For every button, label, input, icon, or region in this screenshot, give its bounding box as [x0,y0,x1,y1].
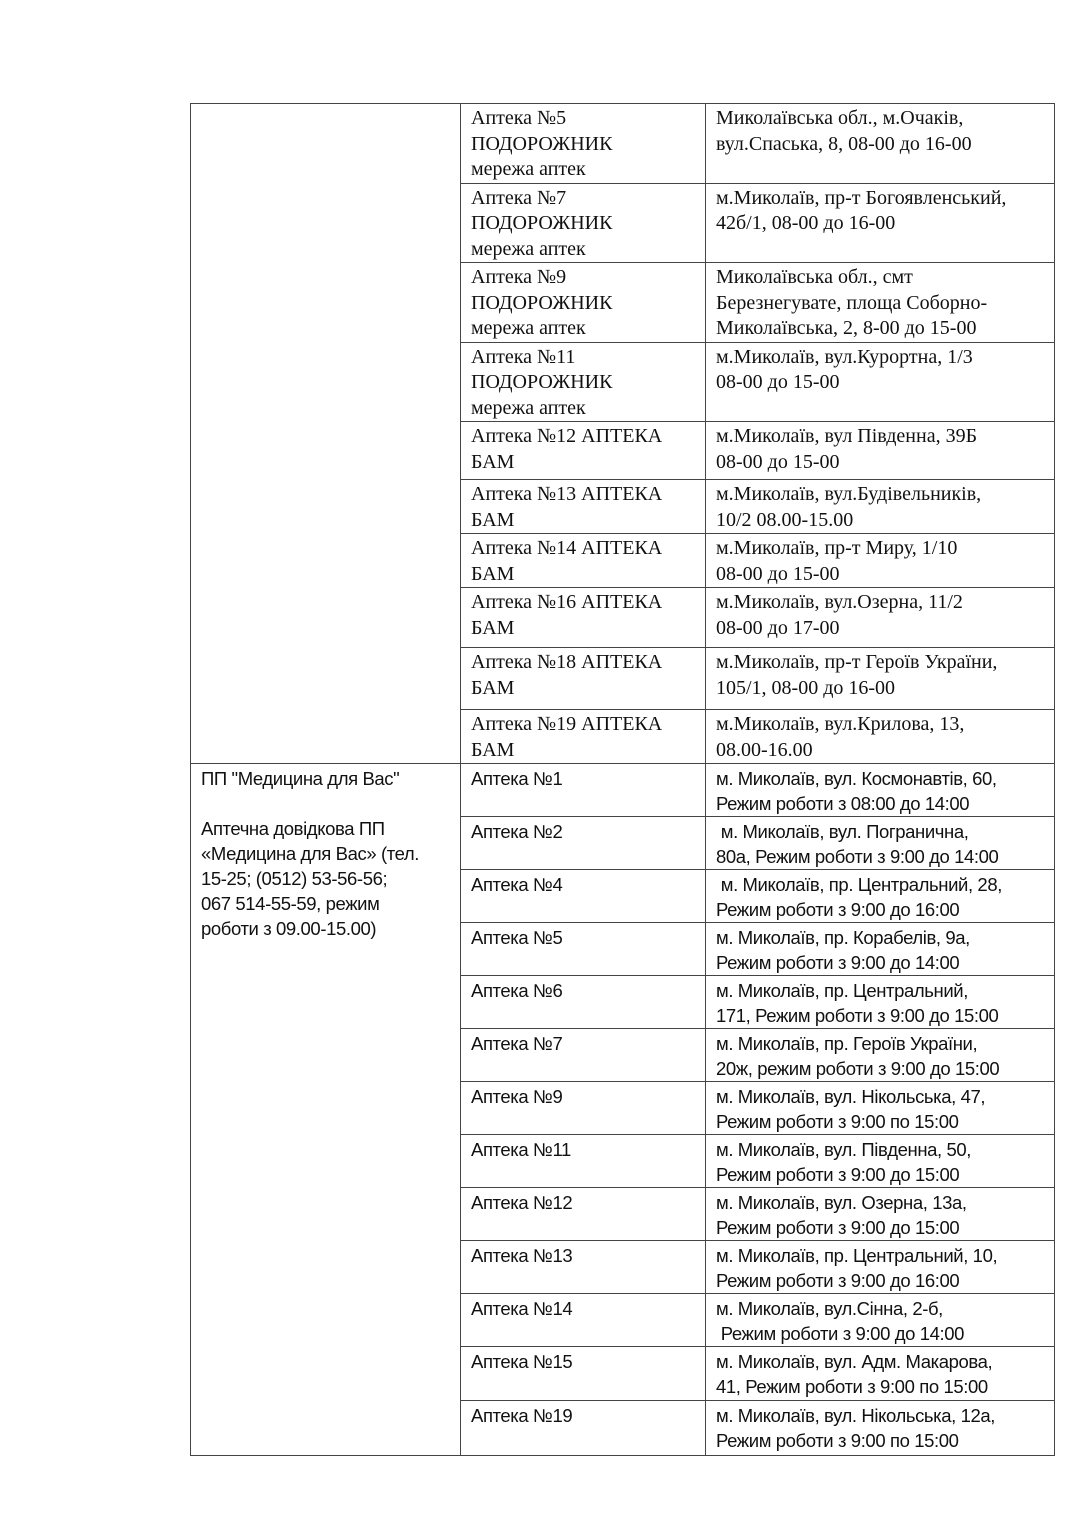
pharmacy-address-cell: м. Миколаїв, пр. Корабелів, 9а, Режим роботи з 9:00 до 14:00 [706,923,1055,976]
pharmacy-name-cell: Аптека №13 [461,1241,706,1294]
pharmacy-name-cell: Аптека №7 [461,1029,706,1082]
pharmacy-name-cell: Аптека №12 АПТЕКА БАМ [461,422,706,480]
pharmacy-address-cell: м. Миколаїв, вул. Адм. Макарова, 41, Режим роботи з 9:00 по 15:00 [706,1347,1055,1401]
pharmacy-name-cell: Аптека №16 АПТЕКА БАМ [461,588,706,648]
table-row [191,764,1055,817]
pharmacy-address-cell: м. Миколаїв, вул. Озерна, 13а, Режим роботи з 9:00 до 15:00 [706,1188,1055,1241]
pharmacy-address-cell: м.Миколаїв, пр-т Богоявленський, 42б/1, 08-00 до 16-00 [706,183,1055,263]
pharmacy-name-cell: Аптека №2 [461,817,706,870]
pharmacy-table [190,103,1055,1456]
pharmacy-name-cell: Аптека №19 АПТЕКА БАМ [461,710,706,764]
pharmacy-address-cell: Миколаївська обл., м.Очаків, вул.Спаська, 8, 08-00 до 16-00 [706,104,1055,184]
pharmacy-address-cell: м. Миколаїв, вул. Нікольська, 47, Режим роботи з 9:00 по 15:00 [706,1082,1055,1135]
pharmacy-address-cell: м. Миколаїв, вул. Нікольська, 12а, Режим роботи з 9:00 по 15:00 [706,1401,1055,1456]
pharmacy-name-cell: Аптека №9 [461,1082,706,1135]
pharmacy-address-cell: м. Миколаїв, вул.Сінна, 2-б, Режим роботи з 9:00 до 14:00 [706,1294,1055,1347]
pharmacy-name-cell: Аптека №11 ПОДОРОЖНИК мережа аптек [461,342,706,422]
pharmacy-name-cell: Аптека №14 [461,1294,706,1347]
pharmacy-name-cell: Аптека №18 АПТЕКА БАМ [461,648,706,710]
pharmacy-address-cell: м.Миколаїв, вул.Крилова, 13, 08.00-16.00 [706,710,1055,764]
organization-cell [191,104,461,764]
pharmacy-name-cell: Аптека №1 [461,764,706,817]
pharmacy-name-cell: Аптека №9 ПОДОРОЖНИК мережа аптек [461,263,706,343]
pharmacy-name-cell: Аптека №19 [461,1401,706,1456]
pharmacy-address-cell: м. Миколаїв, вул. Погранична, 80а, Режим роботи з 9:00 до 14:00 [706,817,1055,870]
pharmacy-name-cell: Аптека №4 [461,870,706,923]
pharmacy-address-cell: м.Миколаїв, вул.Озерна, 11/2 08-00 до 17-00 [706,588,1055,648]
pharmacy-name-cell: Аптека №5 ПОДОРОЖНИК мережа аптек [461,104,706,184]
pharmacy-name-cell: Аптека №12 [461,1188,706,1241]
pharmacy-name-cell: Аптека №5 [461,923,706,976]
pharmacy-address-cell: м. Миколаїв, вул. Південна, 50, Режим роботи з 9:00 до 15:00 [706,1135,1055,1188]
pharmacy-address-cell: м. Миколаїв, пр. Героїв України, 20ж, режим роботи з 9:00 до 15:00 [706,1029,1055,1082]
pharmacy-address-cell: м. Миколаїв, вул. Космонавтів, 60, Режим роботи з 08:00 до 14:00 [706,764,1055,817]
pharmacy-name-cell: Аптека №15 [461,1347,706,1401]
pharmacy-address-cell: м. Миколаїв, пр. Центральний, 171, Режим роботи з 9:00 до 15:00 [706,976,1055,1029]
pharmacy-name-cell: Аптека №6 [461,976,706,1029]
pharmacy-name-cell: Аптека №14 АПТЕКА БАМ [461,534,706,588]
table-row [191,104,1055,184]
pharmacy-address-cell: Миколаївська обл., смт Березнегувате, площа Соборно- Миколаївська, 2, 8-00 до 15-00 [706,263,1055,343]
pharmacy-name-cell: Аптека №7 ПОДОРОЖНИК мережа аптек [461,183,706,263]
pharmacy-name-cell: Аптека №13 АПТЕКА БАМ [461,480,706,534]
pharmacy-address-cell: м. Миколаїв, пр. Центральний, 28, Режим роботи з 9:00 до 16:00 [706,870,1055,923]
pharmacy-address-cell: м.Миколаїв, пр-т Миру, 1/10 08-00 до 15-00 [706,534,1055,588]
pharmacy-address-cell: м.Миколаїв, вул Південна, 39Б 08-00 до 15-00 [706,422,1055,480]
pharmacy-address-cell: м.Миколаїв, вул.Будівельників, 10/2 08.00-15.00 [706,480,1055,534]
pharmacy-address-cell: м.Миколаїв, пр-т Героїв України, 105/1, 08-00 до 16-00 [706,648,1055,710]
pharmacy-name-cell: Аптека №11 [461,1135,706,1188]
organization-cell: ПП "Медицина для Вас" Аптечна довідкова ПП «Медицина для Вас» (тел. 15-25; (0512) 53-56-56; 067 514-55-59, режим роботи з 09.00-15.00) [191,764,461,1456]
pharmacy-address-cell: м. Миколаїв, пр. Центральний, 10, Режим роботи з 9:00 до 16:00 [706,1241,1055,1294]
pharmacy-address-cell: м.Миколаїв, вул.Курортна, 1/3 08-00 до 15-00 [706,342,1055,422]
